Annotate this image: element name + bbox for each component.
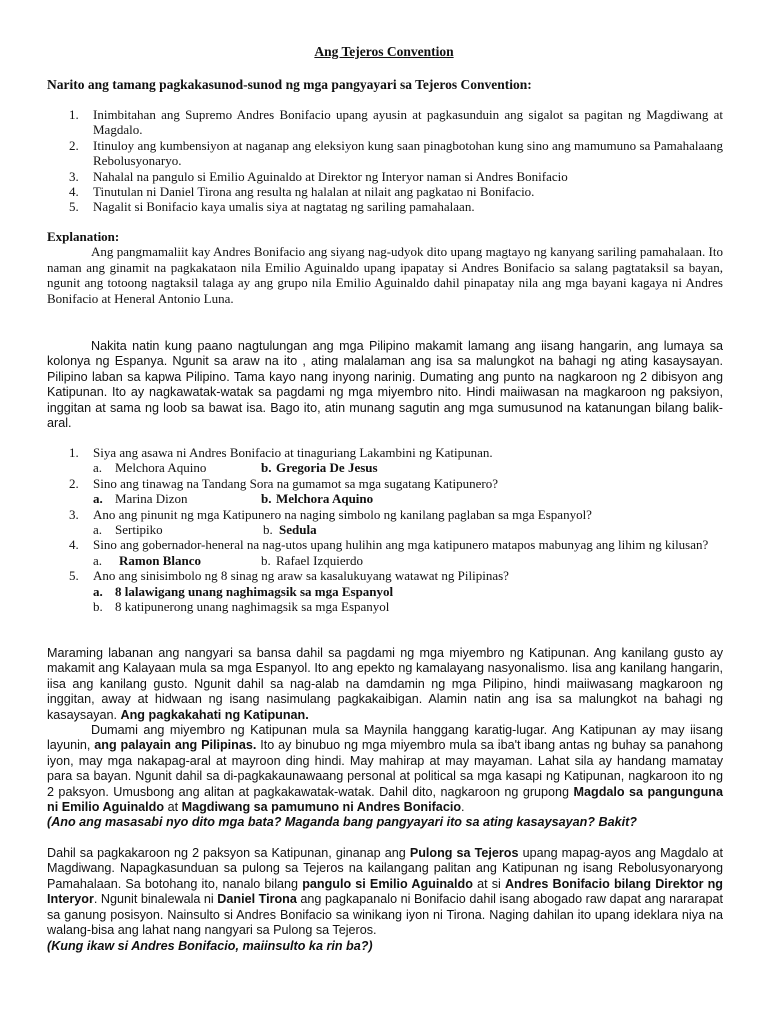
list-item: 1. Inimbitahan ang Supremo Andres Bonifacio upang ayusin at pagkasunduin ang sigalot sa pagitan ng Magdiwang at Magdalo. bbox=[69, 107, 723, 138]
option-b: Sedula bbox=[279, 522, 317, 537]
option-a: Marina Dizon bbox=[115, 491, 188, 507]
explanation-section bbox=[47, 229, 723, 306]
paragraph-hati: Maraming labanan ang nangyari sa bansa dahil sa pagdami ng mga miyembro ng Katipunan. Ang kanilang gusto ay makamit ang Kalayaan mula sa mga Espanyol. Ito ang epekto ng kamalayang nasyonalismo. Iisa ang kanilang hangarin, iisa ang kanilang gusto. Ngunit dahil sa nag-alab na damdamin ng mga Pilipino, hindi maiiwasang magkaroon ng inggitan, away at hidwaan ng isang nasimulang pagkakaibigan. Alamin natin ang isa sa malungkot na bahagi ng kasaysayan. Ang pagkakahati ng Katipunan. bbox=[47, 646, 723, 722]
quiz-item: 2. Sino ang tinawag na Tandang Sora na gumamot sa mga sugatang Katipunero? a. Marina Dizon b. Melchora Aquino bbox=[47, 476, 723, 507]
quiz-question: Siya ang asawa ni Andres Bonifacio at tinaguriang Lakambini ng Katipunan. bbox=[93, 445, 493, 460]
option-a: Melchora Aquino bbox=[115, 460, 207, 476]
option-a: 8 lalawigang unang naghimagsik sa mga Espanyol bbox=[115, 583, 394, 599]
quiz-question: Ano ang sinisimbolo ng 8 sinag ng araw sa kasalukuyang watawat ng Pilipinas? bbox=[93, 568, 509, 584]
list-item: 4. Tinutulan ni Daniel Tirona ang resulta ng halalan at nilait ang pagkatao ni Bonifacio. bbox=[69, 184, 535, 200]
explanation-label: Explanation: bbox=[47, 229, 120, 244]
quiz-item: 5. Ano ang sinisimbolo ng 8 sinag ng araw sa kasalukuyang watawat ng Pilipinas? a. 8 lalawigang unang naghimagsik sa mga Espanyol b. 8 katipunerong unang naghimagsik sa mga Espanyol bbox=[47, 568, 723, 614]
quiz-options: a. Melchora Aquino b. Gregoria De Jesus bbox=[93, 460, 378, 476]
intro-paragraph: Nakita natin kung paano nagtulungan ang mga Pilipino makamit lamang ang iisang hangarin, ang lumaya sa kolonya ng Espanya. Ngunit sa araw na ito , ating malalaman ang isa sa malungkot na bahagi ng ating kasaysayan. Pilipino laban sa kapwa Pilipino. Tama kayo nang inyong narinig. Dumating ang punto na nagkaroon ng 2 dibisyon ang Katipunan. Ito ay nagkawatak-watak sa pagdami ng mga miyembro nito. Hindi maiiwasan na magkaroon ng paksiyon, inggitan at sama ng loob sa bawat isa. Bago ito, atin munang sagutin ang mga sumusunod na katanungan bilang balik-aral. bbox=[47, 339, 723, 431]
quiz-question: Sino ang gobernador-heneral na nag-utos upang hulihin ang mga katipunero matapos mabunyag ang lihim ng kilusan? bbox=[93, 537, 709, 553]
list-item: 5. Nagalit si Bonifacio kaya umalis siya at nagtatag ng sariling pamahalaan. bbox=[69, 199, 475, 215]
reflection-question: (Kung ikaw si Andres Bonifacio, maiinsulto ka rin ba?) bbox=[47, 939, 373, 953]
option-a: Sertipiko bbox=[115, 522, 163, 537]
quiz-options: a. 8 lalawigang unang naghimagsik sa mga Espanyol bbox=[93, 583, 394, 599]
page-title: Ang Tejeros Convention bbox=[314, 44, 454, 59]
section-subheading: Narito ang tamang pagkakasunod-sunod ng mga pangyayari sa Tejeros Convention: bbox=[47, 77, 532, 92]
explanation-text: Ang pangmamaliit kay Andres Bonifacio ang siyang nag-udyok dito upang magtayo ng kanyang sariling pamahalaan. Ito naman ang ginamit na pagkakataon nila Emilio Aguinaldo upang ipapatay si Andres Bonifacio sa salang pagtataksil sa bayan, ngunit ang totoong nagtaksil talaga ay ang grupo nila Emilio Aguinaldo dahil pinapatay nila ang mga bayani kagaya ni Andres Bonifacio at Heneral Antonio Luna. bbox=[47, 244, 723, 306]
quiz-item: 4. Sino ang gobernador-heneral na nag-utos upang hulihin ang mga katipunero matapos mabunyag ang lihim ng kilusan? a. Ramon Blanco b. Rafael Izquierdo bbox=[47, 537, 723, 568]
events-list bbox=[47, 107, 723, 215]
quiz-item: 1. Siya ang asawa ni Andres Bonifacio at tinaguriang Lakambini ng Katipunan. a. Melchora Aquino b. Gregoria De Jesus bbox=[47, 445, 723, 476]
option-a: Ramon Blanco bbox=[119, 552, 201, 568]
list-item: 3. Nahalal na pangulo si Emilio Aguinaldo at Direktor ng Interyor naman si Andres Bonifacio bbox=[69, 168, 568, 184]
quiz-options: a. Marina Dizon b. Melchora Aquino bbox=[93, 491, 374, 507]
quiz-item: 3. Ano ang pinunit ng mga Katipunero na naging simbolo ng kanilang paglaban sa mga Espanyol? a. Sertipiko b. Sedula bbox=[47, 507, 723, 538]
option-b: Gregoria De Jesus bbox=[276, 460, 378, 476]
quiz-question: Sino ang tinawag na Tandang Sora na gumamot sa mga sugatang Katipunero? bbox=[93, 475, 498, 491]
list-item: 2. Itinuloy ang kumbensiyon at naganap ang eleksiyon kung saan pinagbotohan kung sino ang mamumuno sa Pamahalaang Rebolusyonaryo. bbox=[69, 137, 723, 169]
paragraph-tejeros: Dahil sa pagkakaroon ng 2 paksyon sa Katipunan, ginanap ang Pulong sa Tejeros upang mapag-ayos ang Magdalo at Magdiwang. Napagkasunduan sa pulong sa Tejeros na kailangang palitan ang Katipunan ng isang Rebolusyonaryong Pamahalaan. Sa botohang ito, nanalo bilang pangulo si Emilio Aguinaldo at si Andres Bonifacio bilang Direktor ng Interyor. Ngunit binalewala ni Daniel Tirona ang pagkapanalo ni Bonifacio dahil isang abogado raw dapat ang nararapat sa ganung posisyon. Nainsulto si Andres Bonifacio sa winikang iyon ni Tirona. Naging dahilan ito upang ideklara niya na walang-bisa ang lahat nang nangyari sa Pulong sa Tejeros. bbox=[47, 846, 724, 938]
quiz-options: a. Ramon Blanco b. Rafael Izquierdo bbox=[93, 552, 363, 568]
option-b: 8 katipunerong unang naghimagsik sa mga Espanyol bbox=[115, 598, 390, 614]
quiz-options: a. Sertipiko b. Sedula bbox=[93, 522, 317, 537]
paragraph-katipunan: Dumami ang miyembro ng Katipunan mula sa Maynila hanggang karatig-lugar. Ang Katipunan ay may iisang layunin, ang palayain ang Pilipinas. Ito ay binubuo ng mga miyembro mula sa iba't ibang antas ng buhay sa panahong iyon, may mga nakapag-aral at mayroon ding hindi. May mahirap at may mayaman. Lahat sila ay handang mamatay para sa bayan. Ngunit dahil sa di-pagkakaunawaang personal at political sa mga kasapi ng Katipunan, nagkaroon ito ng 2 paksyon. Umusbong ang alitan at pagkakawatak-watak. Dahil dito, nagkaroon ng grupong Magdalo sa pangunguna ni Emilio Aguinaldo at Magdiwang sa pamumuno ni Andres Bonifacio. bbox=[47, 723, 724, 815]
option-b: Melchora Aquino bbox=[276, 491, 374, 507]
quiz-question: Ano ang pinunit ng mga Katipunero na naging simbolo ng kanilang paglaban sa mga Espanyol? bbox=[93, 506, 592, 522]
quiz-options: b. 8 katipunerong unang naghimagsik sa mga Espanyol bbox=[93, 598, 390, 614]
reflection-question: (Ano ang masasabi nyo dito mga bata? Maganda bang pangyayari ito sa ating kasaysayan? Bakit? bbox=[47, 815, 637, 829]
bold-heading-inline: Ang pagkakahati ng Katipunan. bbox=[120, 707, 309, 722]
option-b: Rafael Izquierdo bbox=[276, 552, 363, 568]
quiz-list bbox=[47, 445, 723, 614]
